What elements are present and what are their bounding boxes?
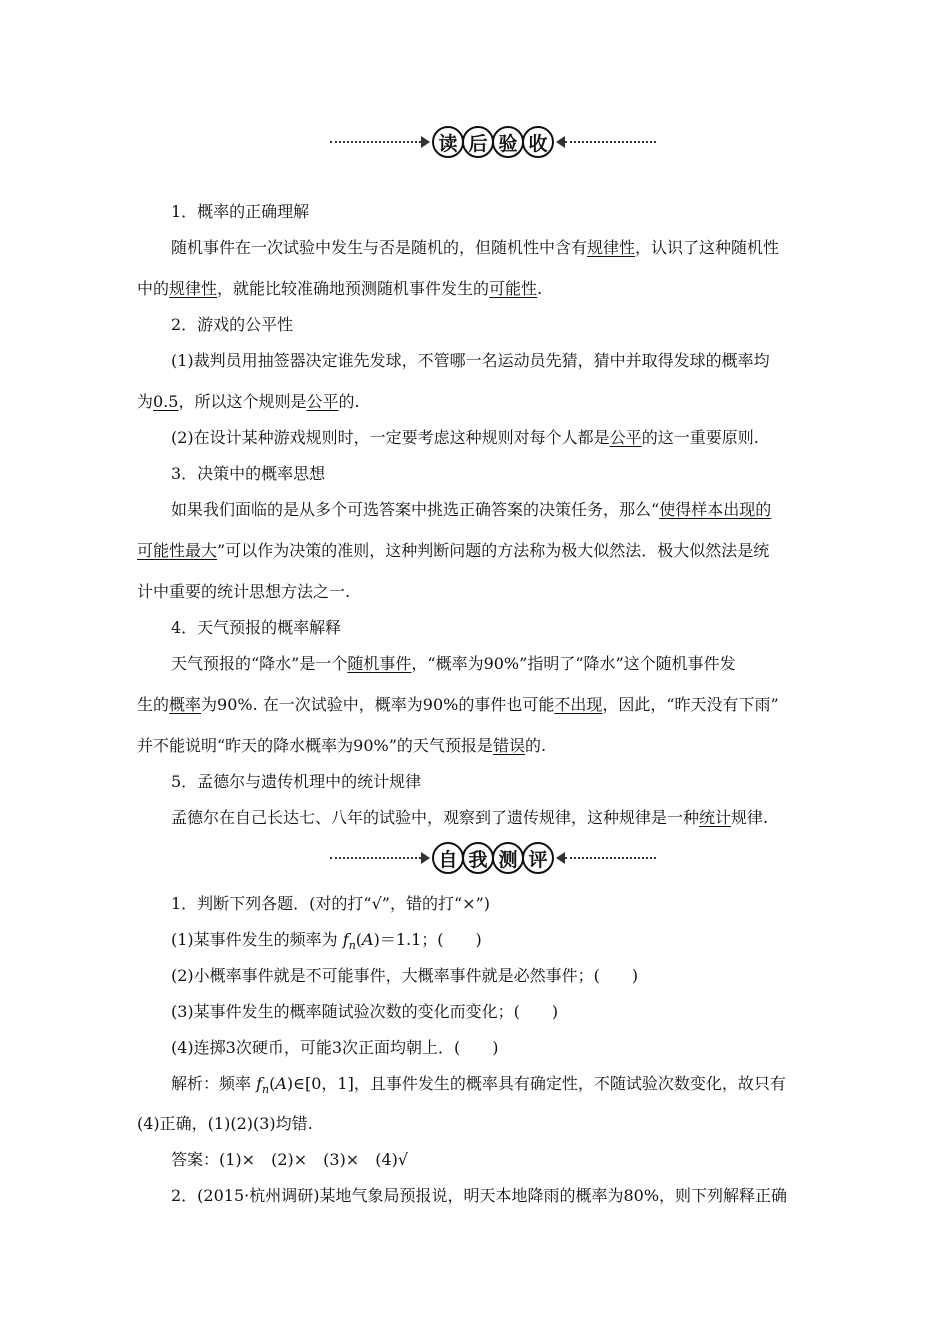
paragraph-line: (1)裁判员用抽签器决定谁先发球，不管哪一名运动员先猜，猜中并取得发球的概率均 (171, 351, 770, 370)
question-2: 2．(2015·杭州调研)某地气象局预报说，明天本地降雨的概率为80%，则下列解释正确 (171, 1186, 788, 1205)
paragraph-line: 并不能说明“昨天的降水概率为90%”的天气预报是错误的. (137, 736, 547, 755)
question-1: 1．判断下列各题．(对的打“√”，错的打“×”) (171, 894, 490, 913)
heading-2: 2．游戏的公平性 (171, 315, 294, 334)
question-item: (3)某事件发生的概率随试验次数的变化而变化；( ) (171, 1002, 559, 1021)
paragraph-line: 生的概率为90%. 在一次试验中，概率为90%的事件也可能不出现，因此，“昨天没有下雨” (137, 695, 779, 714)
banner-char: 自 (432, 842, 464, 874)
arrow-left-icon (556, 136, 565, 148)
arrow-right-icon (421, 852, 430, 864)
dotted-line (565, 857, 656, 859)
banner-char: 测 (492, 842, 524, 874)
analysis-line: 解析：频率 $f_n(A)\in[0$，1]，且事件发生的概率具有确定性，不随试验次数变化，故只有 (171, 1074, 786, 1097)
banner-char: 后 (462, 126, 494, 158)
paragraph-line: 天气预报的“降水”是一个随机事件，“概率为90%”指明了“降水”这个随机事件发 (171, 654, 736, 673)
question-item: (2)小概率事件就是不可能事件，大概率事件就是必然事件；( ) (171, 966, 639, 985)
dotted-line (330, 141, 421, 143)
section-banner-read (330, 125, 656, 159)
arrow-left-icon (556, 852, 565, 864)
heading-5: 5．孟德尔与遗传机理中的统计规律 (171, 772, 422, 791)
banner-char: 评 (522, 842, 554, 874)
paragraph-line: 可能性最大”可以作为决策的准则，这种判断问题的方法称为极大似然法．极大似然法是统 (137, 541, 770, 560)
banner-char: 读 (432, 126, 464, 158)
paragraph-line: 随机事件在一次试验中发生与否是随机的，但随机性中含有规律性，认识了这种随机性 (171, 238, 780, 257)
arrow-right-icon (421, 136, 430, 148)
heading-1: 1．概率的正确理解 (171, 202, 310, 221)
paragraph-line: 为0.5，所以这个规则是公平的. (137, 392, 360, 411)
question-item: (4)连掷3次硬币，可能3次正面均朝上．( ) (171, 1038, 499, 1057)
answer-line: 答案：(1)× (2)× (3)× (4)√ (171, 1150, 409, 1169)
banner-char: 收 (522, 126, 554, 158)
paragraph-line: 孟德尔在自己长达七、八年的试验中，观察到了遗传规律，这种规律是一种统计规律. (171, 808, 769, 827)
heading-3: 3．决策中的概率思想 (171, 464, 326, 483)
question-item: (1)某事件发生的频率为 $f_n(A)=1.1$；( ) (171, 930, 482, 953)
paragraph-line: (2)在设计某种游戏规则时，一定要考虑这种规则对每个人都是公平的这一重要原则. (171, 428, 759, 447)
dotted-line (565, 141, 656, 143)
heading-4: 4．天气预报的概率解释 (171, 618, 342, 637)
paragraph-line: 中的规律性，就能比较准确地预测随机事件发生的可能性. (137, 279, 543, 298)
dotted-line (330, 857, 421, 859)
analysis-line: (4)正确，(1)(2)(3)均错. (137, 1114, 313, 1133)
paragraph-line: 计中重要的统计思想方法之一. (137, 582, 351, 601)
banner-char: 验 (492, 126, 524, 158)
section-banner-test (330, 841, 656, 875)
banner-char: 我 (462, 842, 494, 874)
paragraph-line: 如果我们面临的是从多个可选答案中挑选正确答案的决策任务，那么“使得样本出现的 (171, 500, 772, 519)
